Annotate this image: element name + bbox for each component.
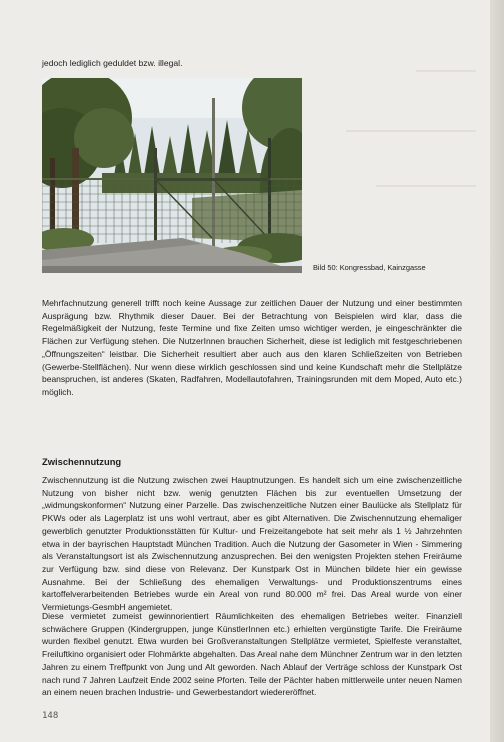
bleed-through-mark (416, 70, 476, 72)
page-edge (490, 0, 504, 742)
bleed-through-mark (376, 185, 476, 187)
figure-caption: Bild 50: Kongressbad, Kainzgasse (313, 263, 426, 272)
bleed-through-mark (346, 130, 476, 132)
kongressbad-photo (42, 78, 302, 273)
page-number: 148 (42, 711, 59, 721)
paragraph-kunstpark: Diese vermietet zumeist gewinnorientiert Räumlichkeiten des ehemaligen Betriebes weiter. Finanziell schwächere Gruppen (Kindergruppen, junge KünstlerInnen etc.) erhielten vergünstigte Tarife. Die Freiräume wurden flexibel genutzt. Etwa wurden bei Großveranstaltungen Stellplätze vermietet, Spielfeste veranstaltet, Freiluftkino organisiert oder Flohmärkte abgehalten. Das Areal nahe dem Münchner Zentrum war in den letzten Jahren zu einem Treffpunkt von Jung und Alt geworden. Nach Ablauf der Verträge schloss der Kunstpark Ost nach rund 7 Jahren Laufzeit Ende 2002 seine Pforten. Teile der Pächter haben mittlerweile unter neuen Namen an einem neuen brachen Industrie- und Gewerbestandort wiedereröffnet. (42, 611, 462, 698)
paragraph-zwischennutzung: Zwischennutzung ist die Nutzung zwischen zwei Hauptnutzungen. Es handelt sich um eine zwischenzeitliche Nutzung von bisher nicht bzw. wenig genutzten Flächen bis zur eventuellen Umsetzung der „widmungskonformen“ Nutzung einer Parzelle. Das zwischenzeitliche Nutzen einer Baulücke als Stellplatz für PKWs oder als Lagerplatz ist uns wohl vertraut, aber es gibt Alternativen. Die Zwischennutzung ehemaliger gewerblich genutzter Produktionsstätten für Kultur- und Freizeitangebote hat seit mehr als 1 ½ Jahrzehnten etwa in der bayrischen Hauptstadt München Tradition. Auch die Nutzung der Gasometer in Wien - Simmering als Veranstaltungsort ist als Zwischennutzung anzusprechen. Bei den wenigsten Projekten stehen Freiräume zur Verfügung bzw. sind diese von Relevanz. Der Kunstpark Ost in München bildete hier ein gewisse Ausnahme. Bei der Schließung des ehemaligen Verwaltungs- und Produktionszentrums eines kartoffelverarbeitenden Betriebes wurde ein Areal von rund 80.000 m² frei. Das Areal wurde von einer Vermietungs-GesmbH angemietet. (42, 475, 462, 613)
paragraph-mehrfachnutzung: Mehrfachnutzung generell trifft noch keine Aussage zur zeitlichen Dauer der Nutzung und einer bestimmten Ausprägung bzw. Rhythmik dieser Dauer. Bei der Betrachtung von Beispielen wird klar, dass die Regelmäßigkeit der Nutzung, feste Termine und fixe Zeiten umso wichtiger werden, je eingeschränkter die Flächen zur Verfügung stehen. Die NutzerInnen brauchen Sicherheit, diese ist lediglich mit festgeschriebenen „Öffnungszeiten“ leistbar. Die Sicherheit resultiert aber auch aus den klaren Schließzeiten von Betrieben (Gewerbe-Stellflächen). Nur wenn diese wirklich geschlossen sind und keine Kundschaft mehr die Stellplätze beanspruchen, ist anderes (Skaten, Radfahren, Modellautofahren, Trainingsrunden mit dem Moped, Auto etc.) möglich. (42, 298, 462, 397)
section-heading: Zwischennutzung (42, 456, 122, 467)
continued-text-line: jedoch lediglich geduldet bzw. illegal. (42, 58, 183, 68)
